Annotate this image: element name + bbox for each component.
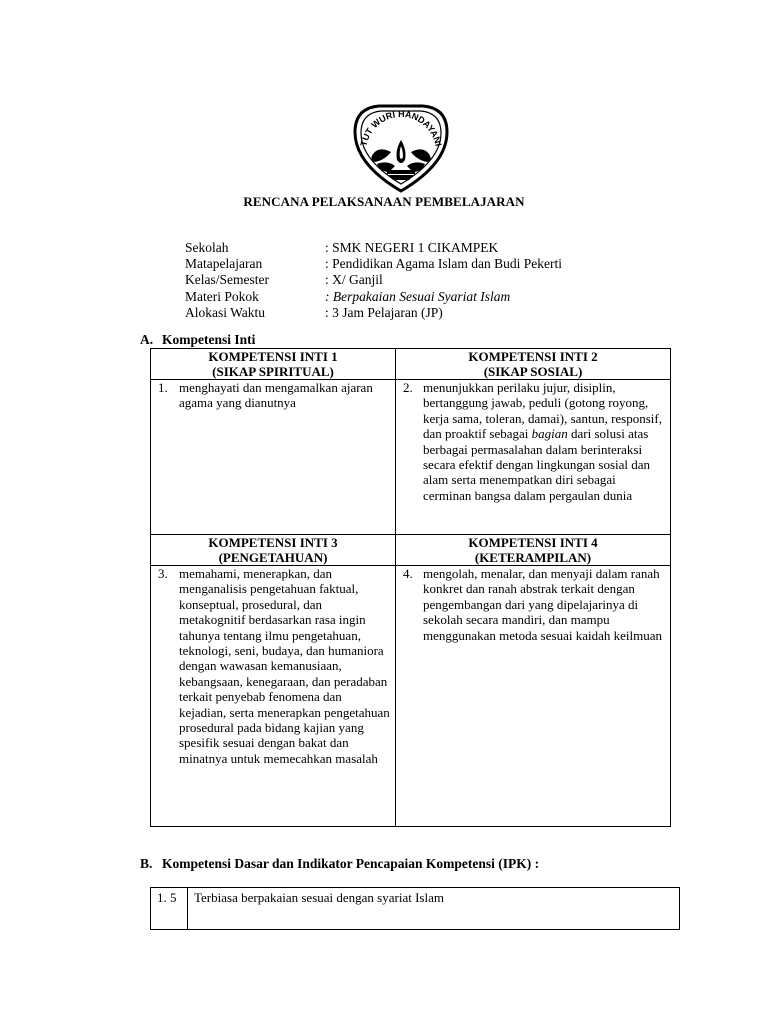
identity-block <box>185 240 562 321</box>
kd-code: 1. 5 <box>151 888 188 930</box>
ki4-number: 4. <box>403 566 413 581</box>
identity-label: Matapelajaran <box>185 256 263 272</box>
identity-value: : X/ Ganjil <box>325 272 383 288</box>
ki4-subtitle: (KETERAMPILAN) <box>474 550 592 565</box>
document-title: RENCANA PELAKSANAAN PEMBELAJARAN <box>243 194 525 209</box>
identity-label: Materi Pokok <box>185 288 259 304</box>
ki4-text: mengolah, menalar, dan menyaji dalam ranah konkret dan ranah abstrak terkait dengan pengembangan dari yang dipelajarinya di sekolah secara mandiri, dan mampu menggunakan metoda sesuai kaidah keilmuan <box>423 566 662 643</box>
ki2-text <box>423 380 670 503</box>
identity-value: : Pendidikan Agama Islam dan Budi Pekerti <box>325 256 562 272</box>
ki2-subtitle: (SIKAP SOSIAL) <box>483 364 583 379</box>
section-title: Kompetensi Inti <box>162 332 256 347</box>
identity-row <box>185 289 562 305</box>
logo-motto: TUT WURI HANDAYANI <box>358 108 444 148</box>
ki3-title: KOMPETENSI INTI 3 <box>208 535 338 550</box>
ki3-cell <box>151 566 396 827</box>
ki4-cell <box>396 566 671 827</box>
kd-text: Terbiasa berpakaian sesuai dengan syariat Islam <box>188 888 680 930</box>
identity-value: : SMK NEGERI 1 CIKAMPEK <box>325 240 499 255</box>
kompetensi-dasar-table <box>150 887 680 930</box>
section-letter: B. <box>140 856 153 871</box>
ki1-number: 1. <box>158 380 168 395</box>
identity-label: Alokasi Waktu <box>185 304 266 320</box>
ki2-cell <box>396 380 671 535</box>
ki1-subtitle: (SIKAP SPIRITUAL) <box>212 364 334 379</box>
ki3-number: 3. <box>158 566 168 581</box>
identity-label: Sekolah <box>185 240 229 255</box>
ki4-item <box>396 566 670 643</box>
ki4-header <box>396 535 671 566</box>
section-title: Kompetensi Dasar dan Indikator Pencapaian Kompetensi (IPK) : <box>162 856 540 871</box>
ki1-header <box>151 349 396 380</box>
section-a-heading <box>140 332 255 348</box>
ki2-number: 2. <box>403 380 413 395</box>
ki3-subtitle: (PENGETAHUAN) <box>218 550 328 565</box>
identity-label: Kelas/Semester <box>185 272 269 288</box>
ki2-text-italic: bagian <box>531 426 568 442</box>
ki3-text: memahami, menerapkan, dan menganalisis pengetahuan faktual, konseptual, prosedural, dan metakognitif berdasarkan rasa ingin tahunya tentang ilmu pengetahuan, teknologi, seni, budaya, dan humaniora dengan wawasan kemanusiaan, kebangsaan, kenegaraan, dan peradaban terkait penyebab fenomena dan kejadian, serta menerapkan pengetahuan prosedural pada bidang kajian yang spesifik sesuai dengan bakat dan minatnya untuk memecahkan masalah <box>179 566 390 766</box>
ki1-cell <box>151 380 396 535</box>
identity-value: : Berpakaian Sesuai Syariat Islam <box>325 288 511 304</box>
ki2-text-part: menunjukkan perilaku jujur, disiplin, bertanggung jawab, peduli (gotong royong, kerja sama, toleran, damai), santun, responsif, dan proaktif sebagai <box>423 380 662 442</box>
identity-row <box>185 256 562 272</box>
section-letter: A. <box>140 332 154 347</box>
identity-value: : 3 Jam Pelajaran (JP) <box>325 304 443 320</box>
ki2-title: KOMPETENSI INTI 2 <box>468 349 598 364</box>
section-b-heading <box>140 856 539 872</box>
tut-wuri-handayani-logo <box>349 102 453 194</box>
ki2-item <box>396 380 670 503</box>
kompetensi-inti-table <box>150 348 671 827</box>
ki3-header <box>151 535 396 566</box>
ki1-text: menghayati dan mengamalkan ajaran agama yang dianutnya <box>179 380 373 411</box>
ki3-item <box>151 566 395 766</box>
ki1-item <box>151 380 395 411</box>
identity-row <box>185 240 562 256</box>
ki4-title: KOMPETENSI INTI 4 <box>468 535 598 550</box>
ki2-text-part: dari solusi atas berbagai permasalahan dalam berinteraksi secara efektif dengan lingkungan sosial dan alam serta menempatkan diri sebagai cerminan bangsa dalam pergaulan dunia <box>423 426 651 503</box>
ki1-title: KOMPETENSI INTI 1 <box>208 349 338 364</box>
ki2-header <box>396 349 671 380</box>
identity-row <box>185 305 562 321</box>
identity-row <box>185 272 562 288</box>
